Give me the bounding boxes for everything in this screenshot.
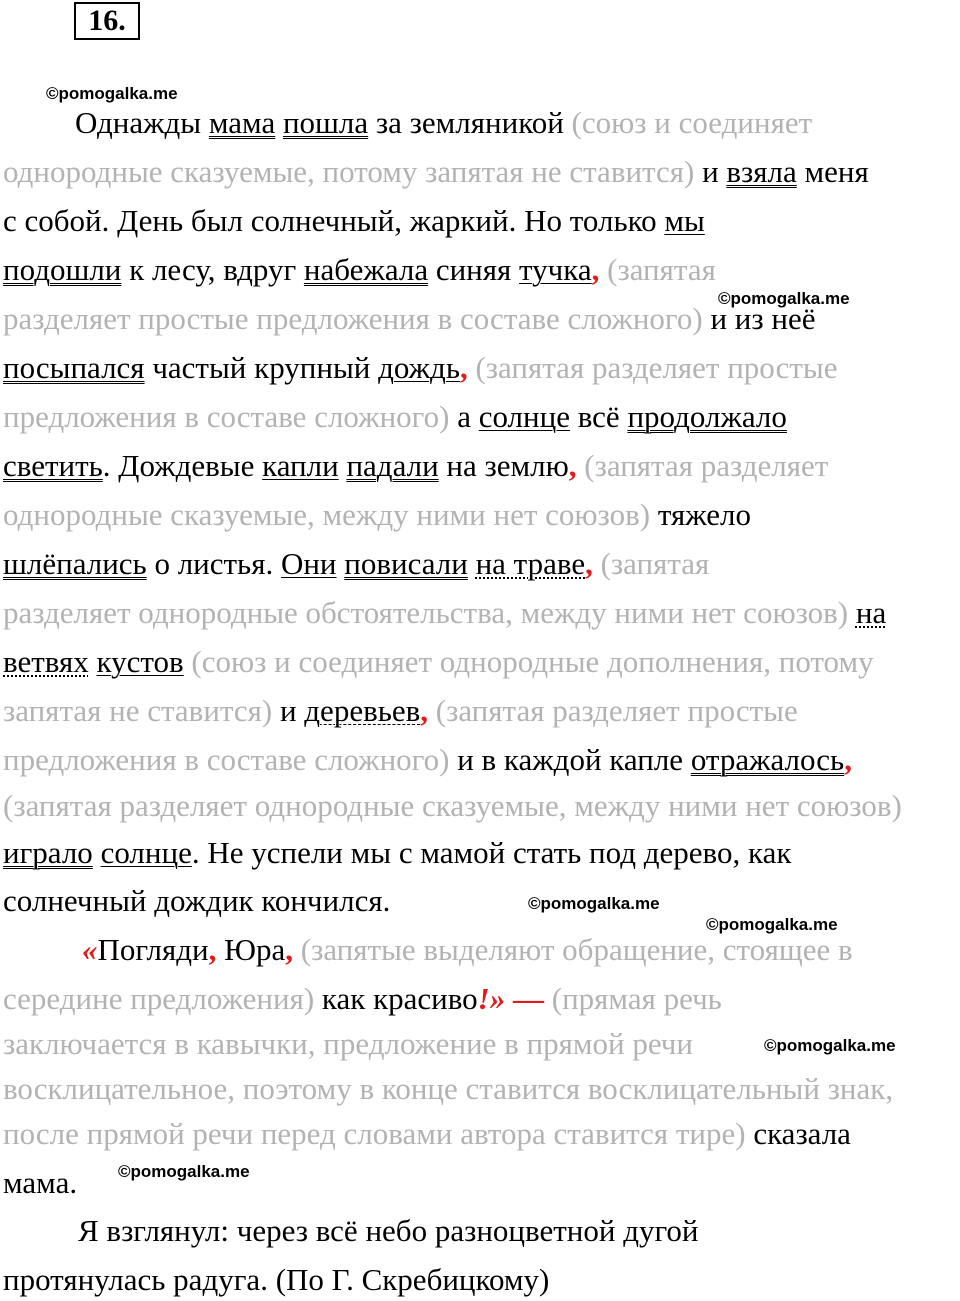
explanation: заключается в кавычки, предложение в прямой речи bbox=[3, 1026, 693, 1061]
text-line bbox=[3, 205, 960, 236]
text: и bbox=[272, 693, 305, 728]
subject: капли bbox=[262, 448, 339, 483]
watermark: ©pomogalka.me bbox=[118, 1162, 250, 1181]
subject: солнце bbox=[100, 835, 192, 870]
text: Я взглянул: через всё небо разноцветной дугой bbox=[78, 1213, 699, 1248]
text-line bbox=[3, 744, 960, 775]
text: . Не успели мы с мамой стать под дерево, как bbox=[191, 835, 792, 870]
text bbox=[275, 105, 283, 140]
subject: мама bbox=[208, 105, 276, 140]
predicate: посыпался bbox=[3, 350, 145, 385]
subject: солнце bbox=[478, 399, 570, 434]
text-line bbox=[3, 597, 960, 628]
text-line bbox=[3, 1073, 960, 1104]
text-line bbox=[3, 401, 960, 432]
predicate: отражалось bbox=[690, 742, 845, 777]
predicate: набежала bbox=[303, 252, 429, 287]
red-quote: « bbox=[82, 932, 98, 967]
explanation: (запятая bbox=[599, 252, 716, 287]
attribute: кустов bbox=[96, 644, 184, 679]
subject: дождь bbox=[378, 350, 460, 385]
adverbial: на траве bbox=[475, 546, 586, 581]
text-line bbox=[3, 254, 960, 285]
red-comma: , bbox=[459, 350, 468, 385]
explanation: восклицательное, поэтому в конце ставится восклицательный знак, bbox=[3, 1071, 894, 1106]
text-line bbox=[3, 450, 960, 481]
red-comma: , bbox=[208, 932, 217, 967]
subject: Они bbox=[280, 546, 337, 581]
text-line bbox=[3, 1028, 960, 1059]
predicate: пошла bbox=[282, 105, 369, 140]
watermark: ©pomogalka.me bbox=[718, 289, 850, 308]
text: Однажды bbox=[75, 105, 209, 140]
text: сказала bbox=[745, 1116, 851, 1151]
explanation: (запятые выделяют обращение, стоящее в bbox=[293, 932, 853, 967]
red-comma: , bbox=[420, 693, 428, 728]
text: солнечный дождик кончился. bbox=[3, 883, 391, 918]
text: о листья. bbox=[146, 546, 281, 581]
explanation: однородные сказуемые, между ними нет союзов) bbox=[3, 497, 651, 532]
predicate: повисали bbox=[344, 546, 468, 581]
text-line bbox=[3, 499, 960, 530]
explanation: однородные сказуемые, потому запятая не ставится) bbox=[3, 154, 695, 189]
red-comma: , bbox=[568, 448, 577, 483]
text: частый крупный bbox=[144, 350, 379, 385]
subject: мы bbox=[664, 203, 705, 238]
text-line bbox=[3, 303, 960, 334]
watermark: ©pomogalka.me bbox=[528, 894, 660, 913]
watermark: ©pomogalka.me bbox=[46, 84, 178, 103]
explanation: после прямой речи перед словами автора ставится тире) bbox=[3, 1116, 746, 1151]
text-line bbox=[3, 790, 960, 821]
text bbox=[93, 835, 101, 870]
text: меня bbox=[796, 154, 869, 189]
text-line bbox=[3, 1118, 960, 1149]
text-line bbox=[78, 1215, 960, 1246]
object: деревьев bbox=[304, 693, 421, 728]
text-line bbox=[3, 885, 960, 916]
text-line bbox=[3, 1167, 960, 1198]
red-exclamation-quote: !» bbox=[477, 981, 506, 1016]
text: как красиво bbox=[314, 981, 478, 1016]
explanation: (запятая bbox=[592, 546, 710, 581]
predicate: падали bbox=[346, 448, 439, 483]
text: Погляди bbox=[97, 932, 209, 967]
text-line bbox=[3, 352, 960, 383]
subject: тучка bbox=[519, 252, 592, 287]
predicate: подошли bbox=[3, 252, 122, 287]
text: протянулась радуга. (По Г. Скребицкому) bbox=[3, 1262, 550, 1297]
predicate: играло bbox=[3, 835, 93, 870]
adverbial: ветвях bbox=[3, 644, 89, 679]
text: к лесу, вдруг bbox=[121, 252, 304, 287]
task-number: 16. bbox=[74, 2, 140, 40]
text: за земляникой bbox=[368, 105, 572, 140]
text-line bbox=[82, 934, 960, 965]
text-line bbox=[3, 156, 960, 187]
text bbox=[468, 546, 476, 581]
explanation: (запятая разделяет однородные сказуемые, между ними нет союзов) bbox=[3, 788, 902, 823]
predicate: светить bbox=[3, 448, 103, 483]
red-comma: , bbox=[591, 252, 600, 287]
red-dash: — bbox=[505, 981, 544, 1016]
text-line bbox=[3, 1264, 960, 1295]
explanation: предложения в составе сложного) bbox=[3, 399, 450, 434]
text: всё bbox=[569, 399, 628, 434]
text-line bbox=[75, 107, 960, 138]
text-line bbox=[3, 646, 960, 677]
text: мама. bbox=[3, 1165, 78, 1200]
text: и в каждой капле bbox=[449, 742, 691, 777]
red-comma: , bbox=[844, 742, 852, 777]
red-comma: , bbox=[585, 546, 593, 581]
text bbox=[848, 595, 856, 630]
explanation: разделяет простые предложения в составе сложного) bbox=[3, 301, 703, 336]
text: синяя bbox=[428, 252, 520, 287]
explanation: разделяет однородные обстоятельства, между ними нет союзов) bbox=[3, 595, 849, 630]
explanation: (запятая разделяет простые bbox=[428, 693, 798, 728]
watermark: ©pomogalka.me bbox=[706, 915, 838, 934]
explanation: запятая не ставится) bbox=[3, 693, 273, 728]
text-line bbox=[3, 837, 960, 868]
text: на землю bbox=[438, 448, 569, 483]
text: и bbox=[694, 154, 727, 189]
text-line bbox=[3, 548, 960, 579]
text-line bbox=[3, 983, 960, 1014]
explanation: (союз и соединяет однородные дополнения, потому bbox=[183, 644, 874, 679]
text: тяжело bbox=[650, 497, 751, 532]
watermark: ©pomogalka.me bbox=[764, 1036, 896, 1055]
predicate: взяла bbox=[726, 154, 797, 189]
text bbox=[89, 644, 97, 679]
predicate: шлёпались bbox=[3, 546, 147, 581]
explanation: (союз и соединяет bbox=[571, 105, 813, 140]
explanation: середине предложения) bbox=[3, 981, 315, 1016]
text: Юра bbox=[216, 932, 286, 967]
explanation: (запятая разделяет bbox=[576, 448, 829, 483]
text: и из неё bbox=[702, 301, 816, 336]
text: . Дождевые bbox=[102, 448, 263, 483]
explanation: предложения в составе сложного) bbox=[3, 742, 450, 777]
explanation: (запятая разделяет простые bbox=[467, 350, 838, 385]
explanation: (прямая речь bbox=[544, 981, 722, 1016]
adverbial: на bbox=[855, 595, 887, 630]
text: с собой. День был солнечный, жаркий. Но только bbox=[3, 203, 665, 238]
text-line bbox=[3, 695, 960, 726]
red-comma: , bbox=[285, 932, 293, 967]
predicate: продолжало bbox=[627, 399, 787, 434]
text: а bbox=[449, 399, 479, 434]
